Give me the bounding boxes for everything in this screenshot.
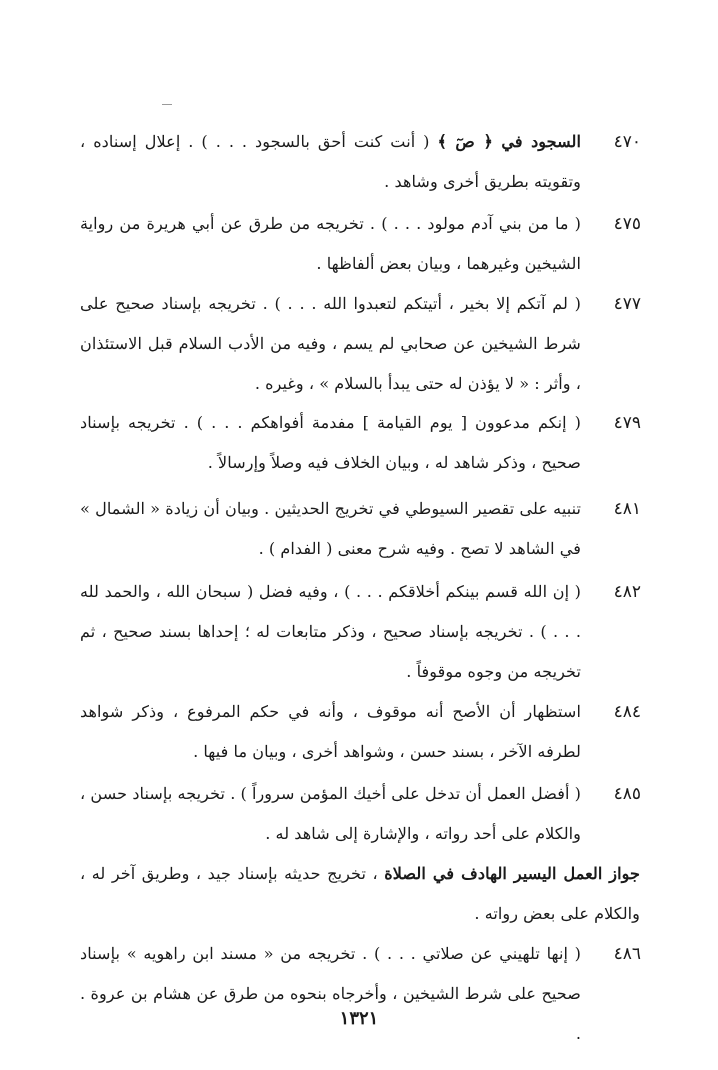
entry-number: ٤٧٠ <box>613 132 641 152</box>
entry-number: ٤٧٥ <box>613 214 641 234</box>
entry-text: ( إنها تلهيني عن صلاتي . . . ) . تخريجه من « مسند ابن راهويه » بإسناد صحيح على شرط الشيخين ، وأخرجاه بنحوه من طرق عن هشام بن عروة . . <box>80 944 581 1043</box>
entry-bold-title: جواز العمل اليسير الهادف في الصلاة <box>384 864 640 883</box>
entry-text: استظهار أن الأصح أنه موقوف ، وأنه في حكم المرفوع ، وذكر شواهد لطرفه الآخر ، بسند حسن ، وشواهد أخرى ، وبيان ما فيها . <box>80 702 581 761</box>
entry-481 <box>80 489 640 569</box>
entry-number: ٤٨٦ <box>613 944 641 964</box>
entry-text: ( أفضل العمل أن تدخل على أخيك المؤمن سروراً ) . تخريجه بإسناد حسن ، والكلام على أحد رواته ، والإشارة إلى شاهد له . <box>80 784 581 843</box>
page-number: ١٣٢١ <box>339 1008 379 1029</box>
entry-479 <box>80 403 640 483</box>
scan-mark <box>162 104 172 105</box>
entry-text <box>80 122 581 202</box>
entry-number: ٤٨١ <box>613 499 641 519</box>
entry-486 <box>80 934 640 1054</box>
entry-477 <box>80 284 640 404</box>
entry-number: ٤٨٥ <box>613 784 641 804</box>
entry-bold-title: السجود في ﴿ صٓ ﴾ <box>437 132 581 151</box>
entry-text: ( إن الله قسم بينكم أخلاقكم . . . ) ، وفيه فضل ( سبحان الله ، والحمد لله . . . ) . تخريجه بإسناد صحيح ، وذكر متابعات له ؛ إحداها بسند صحيح ، ثم تخريجه من وجوه موقوفاً . <box>80 582 581 681</box>
entry-text: تنبيه على تقصير السيوطي في تخريج الحديثين . وبيان أن زيادة « الشمال » في الشاهد لا تصح . وفيه شرح معنى ( الفدام ) . <box>80 499 581 558</box>
entry-475 <box>80 204 640 284</box>
entry-text: ( لم آتكم إلا بخير ، أتيتكم لتعبدوا الله . . . ) . تخريجه بإسناد صحيح على شرط الشيخين عن صحابي لم يسم ، وفيه من الأدب السلام قبل الاستئذان ، وأثر : « لا يؤذن له حتى يبدأ بالسلام » ، وغيره . <box>80 294 581 393</box>
entry-text: ( إنكم مدعوون [ يوم القيامة ] مفدمة أفواهكم . . . ) . تخريجه بإسناد صحيح ، وذكر شاهد له ، وبيان الخلاف فيه وصلاً وإرسالاً . <box>80 413 581 472</box>
entry-subsection <box>80 854 640 934</box>
entry-484 <box>80 692 640 772</box>
entry-482 <box>80 572 640 692</box>
entry-number: ٤٧٩ <box>613 413 641 433</box>
entry-number: ٤٨٢ <box>613 582 641 602</box>
entry-body: ( أنت كنت أحق بالسجود . . . ) . إعلال إسناده ، وتقويته بطريق أخرى وشاهد . <box>80 132 581 191</box>
entry-number: ٤٨٤ <box>613 702 641 722</box>
entry-470 <box>80 122 640 202</box>
entry-text <box>80 854 640 934</box>
entry-text: ( ما من بني آدم مولود . . . ) . تخريجه من طرق عن أبي هريرة من رواية الشيخين وغيرهما ، وبيان بعض ألفاظها . <box>80 214 581 273</box>
entry-body: ، تخريج حديثه بإسناد جيد ، وطريق آخر له ، والكلام على بعض رواته . <box>80 864 640 923</box>
entry-485 <box>80 774 640 854</box>
entry-number: ٤٧٧ <box>613 294 641 314</box>
